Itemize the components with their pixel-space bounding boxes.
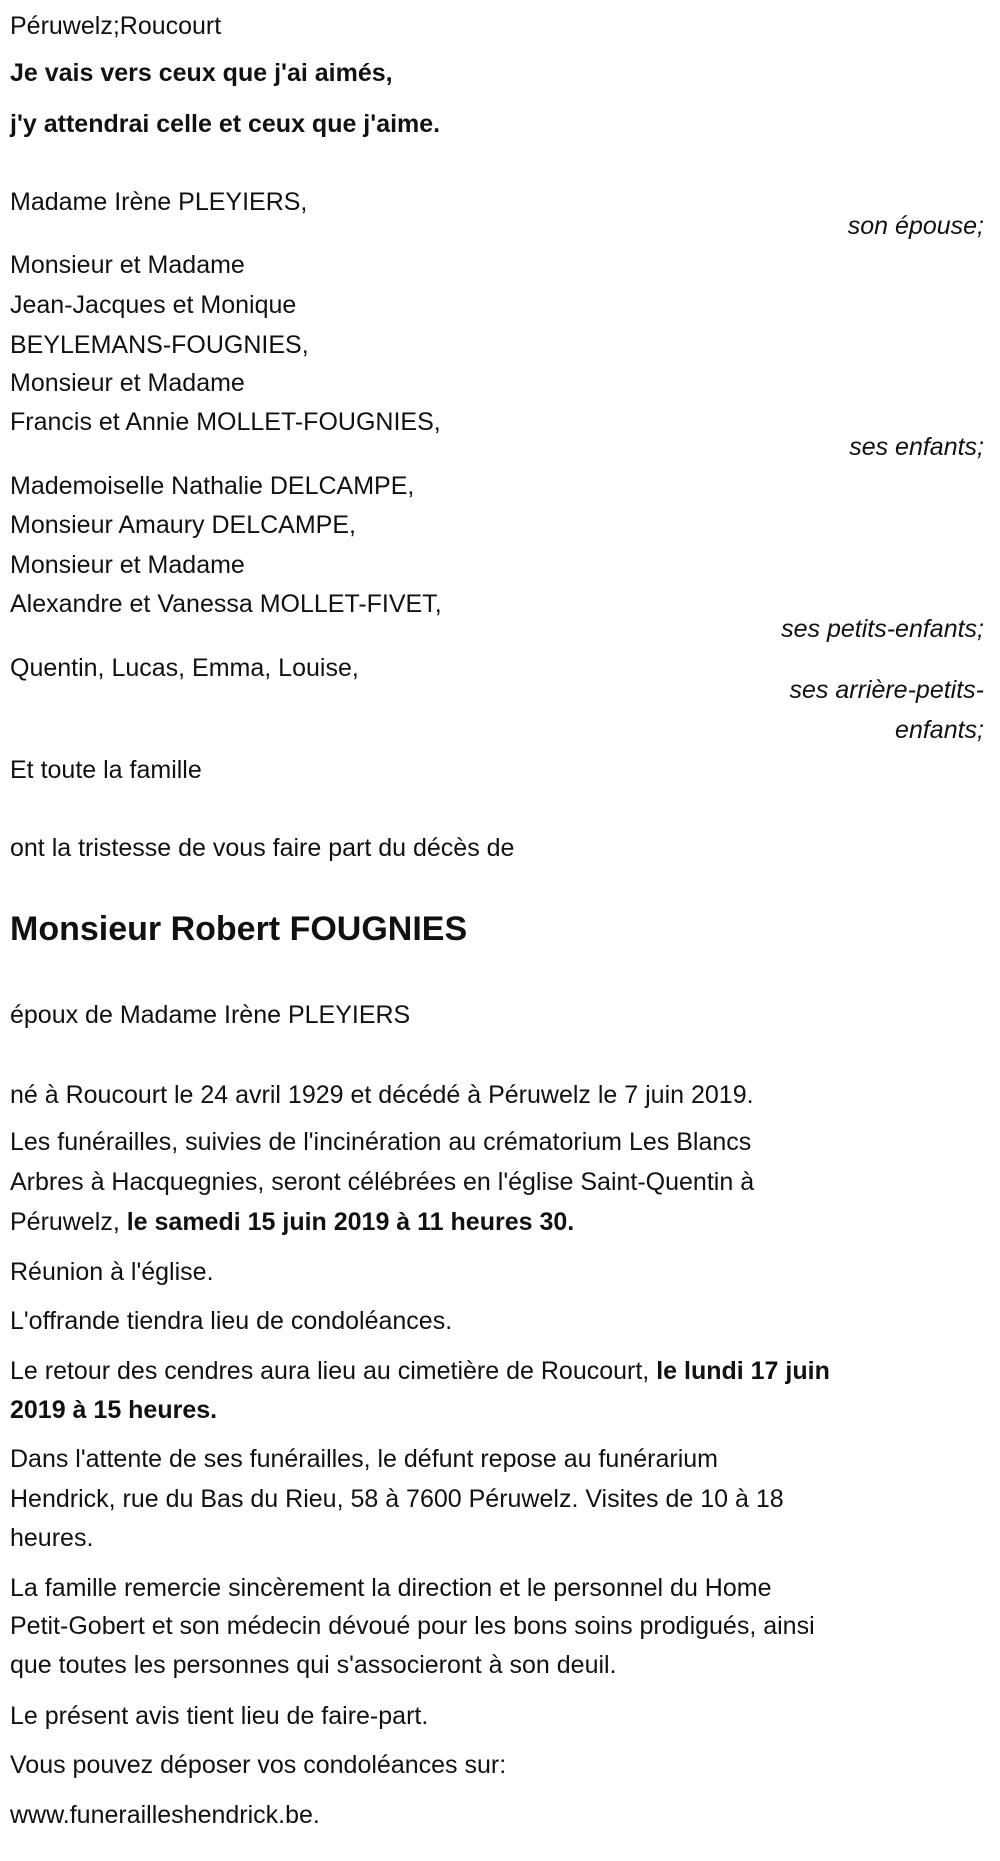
birth-death: né à Roucourt le 24 avril 1929 et décédé à Péruwelz le 7 juin 2019. <box>10 1081 754 1109</box>
notice: Le présent avis tient lieu de faire-part. <box>10 1702 429 1730</box>
child-line: Jean-Jacques et Monique <box>10 291 297 319</box>
thanks-line: que toutes les personnes qui s'associeront à son deuil. <box>10 1651 617 1679</box>
funeral-line: Les funérailles, suivies de l'incinération au crématorium Les Blancs <box>10 1128 752 1156</box>
great-grandchildren-label: ses arrière-petits- <box>789 676 984 704</box>
thanks-line: La famille remercie sincèrement la direction et le personnel du Home <box>10 1574 772 1602</box>
grandchild-line: Monsieur et Madame <box>10 551 245 579</box>
deceased-name: Monsieur Robert FOUGNIES <box>10 910 468 948</box>
location: Péruwelz;Roucourt <box>10 12 222 40</box>
thanks-line: Petit-Gobert et son médecin dévoué pour les bons soins prodigués, ainsi <box>10 1612 815 1640</box>
funeral-line <box>10 1207 574 1237</box>
offering: L'offrande tiendra lieu de condoléances. <box>10 1307 453 1335</box>
grandchild-line: Monsieur Amaury DELCAMPE, <box>10 511 356 539</box>
verse-line: j'y attendrai celle et ceux que j'aime. <box>10 110 441 138</box>
children-label: ses enfants; <box>849 433 984 461</box>
rest-place-line: Dans l'attente de ses funérailles, le défunt repose au funérarium <box>10 1445 718 1473</box>
ashes-date: 2019 à 15 heures. <box>10 1396 218 1424</box>
child-line: BEYLEMANS-FOUGNIES, <box>10 331 309 359</box>
child-line: Monsieur et Madame <box>10 369 245 397</box>
spouse: Madame Irène PLEYIERS, <box>10 188 308 216</box>
verse-line: Je vais vers ceux que j'ai aimés, <box>10 59 393 87</box>
great-grandchildren-label: enfants; <box>895 716 984 744</box>
child-line: Francis et Annie MOLLET-FOUGNIES, <box>10 408 441 436</box>
rest-of-family: Et toute la famille <box>10 756 202 784</box>
funeral-date: le samedi 15 juin 2019 à 11 heures 30. <box>126 1208 575 1236</box>
meeting: Réunion à l'église. <box>10 1258 214 1286</box>
ashes-text: Le retour des cendres aura lieu au cimetière de Roucourt, <box>10 1357 657 1385</box>
condolences: Vous pouvez déposer vos condoléances sur: <box>10 1751 507 1779</box>
great-grandchildren: Quentin, Lucas, Emma, Louise, <box>10 654 359 682</box>
ashes-date: le lundi 17 juin <box>656 1357 830 1385</box>
funeral-line: Arbres à Hacquegnies, seront célébrées en l'église Saint-Quentin à <box>10 1168 755 1196</box>
announcement: ont la tristesse de vous faire part du décès de <box>10 834 515 862</box>
funeral-text: Péruwelz, <box>10 1208 127 1236</box>
child-line: Monsieur et Madame <box>10 251 245 279</box>
spouse-label: son épouse; <box>847 212 984 240</box>
website-link[interactable]: www.funerailleshendrick.be. <box>10 1801 320 1829</box>
rest-place-line: Hendrick, rue du Bas du Rieu, 58 à 7600 Péruwelz. Visites de 10 à 18 <box>10 1485 784 1513</box>
grandchildren-label: ses petits-enfants; <box>781 615 984 643</box>
spouse-of: époux de Madame Irène PLEYIERS <box>10 1001 411 1029</box>
grandchild-line: Alexandre et Vanessa MOLLET-FIVET, <box>10 590 442 618</box>
rest-place-line: heures. <box>10 1524 94 1552</box>
ashes-line <box>10 1356 830 1386</box>
grandchild-line: Mademoiselle Nathalie DELCAMPE, <box>10 472 415 500</box>
